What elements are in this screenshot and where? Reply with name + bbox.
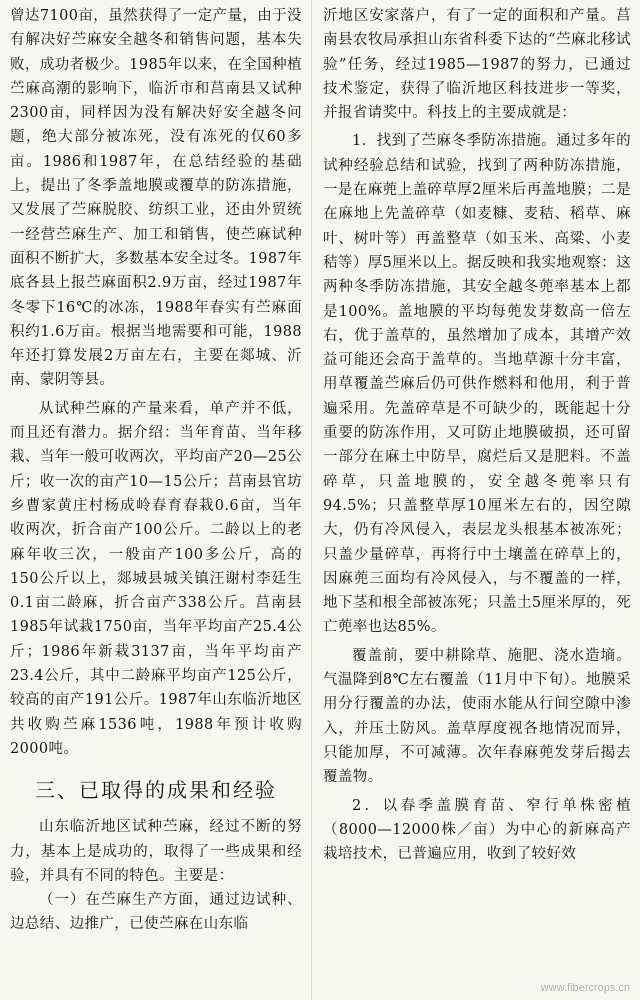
watermark: www.fibercrops.cn [540, 982, 630, 994]
paragraph: 山东临沂地区试种苎麻，经过不断的努力，基本上是成功的，取得了一些成果和经验，并具有不同的特色。主要是： [10, 819, 302, 884]
paragraph: 从试种苎麻的产量来看，单产并不低，而且还有潜力。据介绍：当年育苗、当年移栽、当年一般可收两次，平均亩产20—25公斤；收一次的亩产10—15公斤；莒南县官坊乡曹家黄庄村杨成岭春育春栽0.6亩，当年收两次，折合亩产100公斤。二龄以上的老麻年收三次，一般亩产100多公斤，高的150公斤以上，郯城县城关镇汪谢村李廷生0.1亩二龄麻，折合亩产338公斤。莒南县1985年试栽1750亩，当年平均亩产25.4公斤；1986年新栽3137亩，当年平均亩产23.4公斤，其中二龄麻平均亩产125公斤，较高的亩产191公斤。1987年山东临沂地区共收购苎麻1536吨，1988年预计收购2000吨。 [10, 400, 302, 757]
paragraph: 曾达7100亩，虽然获得了一定产量，由于没有解决好苎麻安全越冬和销售问题，基本失败，成功者极少。1985年以来，在全国种植苎麻高潮的影响下，临沂市和莒南县又试种2300亩，同样因为没有解决好安全越冬问题，绝大部分被冻死，没有冻死的仅60多亩。1986和1987年，在总结经验的基础上，提出了冬季盖地膜或覆草的防冻措施，又发展了苎麻脱胶、纺织工业，还由外贸统一经营苎麻生产、加工和销售，使苎麻试种面积不断扩大，多数基本安全过冬。1987年底各县上报苎麻面积2.9万亩，经过1987年冬零下16℃的冰冻，1988年春实有苎麻面积约1.6万亩。根据当地需要和可能，1988年还打算发展2万亩左右，主要在郯城、沂南、蒙阴等县。 [10, 8, 302, 389]
column-divider [311, 0, 312, 1000]
left-column [10, 4, 302, 937]
right-column [323, 4, 631, 866]
paragraph: 沂地区安家落户，有了一定的面积和产量。莒南县农牧局承担山东省科委下达的“苎麻北移试验”任务，经过1985—1987的努力，已通过技术鉴定，获得了临沂地区科技进步一等奖，并报省请奖中。科技上的主要成就是： [323, 8, 631, 122]
paragraph: 覆盖前，要中耕除草、施肥、浇水造墒。气温降到8℃左右覆盖（11月中下旬）。地膜采用分行覆盖的办法，使雨水能从行间空隙中渗入，并压土防风。盖草厚度视各地情况而异，只能加厚，不可减薄。次年春麻蔸发芽后揭去覆盖物。 [323, 647, 631, 786]
paragraph: （一）在苎麻生产方面，通过边试种、边总结、边推广，已使苎麻在山东临 [10, 892, 302, 933]
section-heading: 三、已取得的成果和经验 [35, 778, 277, 803]
paragraph: 1．找到了苎麻冬季防冻措施。通过多年的试种经验总结和试验，找到了两种防冻措施，一是在麻蔸上盖碎草厚2厘米后再盖地膜；二是在麻地上先盖碎草（如麦糠、麦秸、稻草、麻叶、树叶等）再盖整草（如玉米、高粱、小麦秸等）厚5厘米以上。据反映和我实地观察：这两种冬季防冻措施，其安全越冬蔸率基本上都是100%。盖地膜的平均每蔸发芽数高一倍左右，优于盖草的，虽然增加了成本，其增产效益可能还会高于盖草的。当地草源十分丰富，用草覆盖苎麻后仍可供作燃料和他用，利于普遍采用。先盖碎草是不可缺少的，既能起十分重要的防冻作用，又可防止地膜破损，还可留一部分在麻土中防旱，腐烂后又是肥料。不盖碎草，只盖地膜的，安全越冬蔸率只有94.5%；只盖整草厚10厘米左右的，因空隙大，仍有冷风侵入，表层龙头根基本被冻死；只盖少量碎草，再将行中土壤盖在碎草上的，因麻蔸三面均有冷风侵入，与不覆盖的一样，地下茎和根全部被冻死；只盖土5厘米厚的，死亡蔸率也达85%。 [323, 133, 631, 636]
paragraph: 2．以春季盖膜育苗、窄行单株密植（8000—12000株／亩）为中心的新麻高产栽培技术，已普遍应用，收到了较好效 [323, 797, 631, 863]
